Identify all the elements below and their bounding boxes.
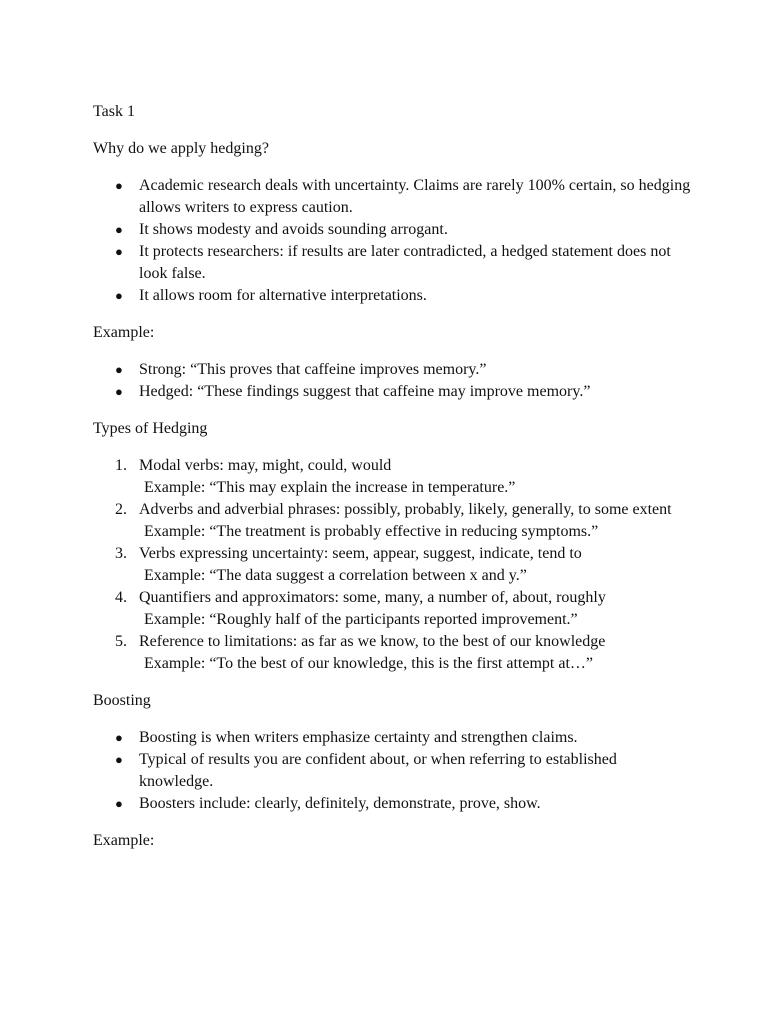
boosting-heading: Boosting bbox=[93, 692, 151, 709]
item-example: Example: “The data suggest a correlation between x and y.” bbox=[144, 567, 527, 584]
list-item: ● It shows modesty and avoids sounding arrogant. bbox=[93, 219, 693, 241]
example-heading-2: Example: bbox=[93, 832, 155, 849]
item-text: Reference to limitations: as far as we know, to the best of our knowledge bbox=[139, 633, 606, 650]
task-title: Task 1 bbox=[93, 103, 135, 120]
list-item: ● Boosting is when writers emphasize certainty and strengthen claims. bbox=[93, 727, 693, 749]
why-bullet-list bbox=[93, 175, 693, 307]
list-number: 3. bbox=[115, 545, 127, 562]
list-number: 4. bbox=[115, 589, 127, 606]
list-item bbox=[93, 455, 693, 499]
bullet-icon: ● bbox=[115, 178, 123, 193]
bullet-icon: ● bbox=[115, 384, 123, 399]
bullet-icon: ● bbox=[115, 244, 123, 259]
bullet-icon: ● bbox=[115, 752, 123, 767]
item-text: Adverbs and adverbial phrases: possibly, probably, likely, generally, to some extent bbox=[139, 501, 672, 518]
bullet-icon: ● bbox=[115, 362, 123, 377]
list-number: 1. bbox=[115, 457, 127, 474]
example-heading: Example: bbox=[93, 324, 155, 341]
list-item: ● Academic research deals with uncertainty. Claims are rarely 100% certain, so hedging allows writers to express caution. bbox=[115, 177, 691, 216]
bullet-icon: ● bbox=[115, 288, 123, 303]
item-text: Quantifiers and approximators: some, many, a number of, about, roughly bbox=[139, 589, 606, 606]
example-bullet-list bbox=[93, 359, 693, 403]
item-text: Verbs expressing uncertainty: seem, appear, suggest, indicate, tend to bbox=[139, 545, 582, 562]
list-number: 2. bbox=[115, 501, 127, 518]
list-item bbox=[93, 587, 693, 631]
bullet-icon: ● bbox=[115, 730, 123, 745]
list-item: ● Typical of results you are confident about, or when referring to established knowledge. bbox=[115, 751, 617, 790]
document-page bbox=[93, 101, 693, 852]
list-item bbox=[93, 543, 693, 587]
list-item: ● Boosters include: clearly, definitely, demonstrate, prove, show. bbox=[93, 793, 693, 815]
list-item: ● Strong: “This proves that caffeine improves memory.” bbox=[93, 359, 693, 381]
list-item: ● Hedged: “These findings suggest that caffeine may improve memory.” bbox=[93, 381, 693, 403]
list-item: ● It protects researchers: if results are later contradicted, a hedged statement does not look false. bbox=[115, 243, 671, 282]
list-number: 5. bbox=[115, 633, 127, 650]
types-heading: Types of Hedging bbox=[93, 420, 208, 437]
list-item bbox=[93, 499, 693, 543]
boosting-bullet-list bbox=[93, 727, 693, 815]
item-example: Example: “The treatment is probably effective in reducing symptoms.” bbox=[144, 523, 599, 540]
item-example: Example: “This may explain the increase in temperature.” bbox=[144, 479, 516, 496]
list-item bbox=[93, 631, 693, 675]
list-item: ● It allows room for alternative interpretations. bbox=[93, 285, 693, 307]
bullet-icon: ● bbox=[115, 796, 123, 811]
item-text: Modal verbs: may, might, could, would bbox=[139, 457, 392, 474]
why-heading: Why do we apply hedging? bbox=[93, 140, 269, 157]
types-numbered-list bbox=[93, 455, 693, 675]
bullet-icon: ● bbox=[115, 222, 123, 237]
item-example: Example: “Roughly half of the participants reported improvement.” bbox=[144, 611, 578, 628]
item-example: Example: “To the best of our knowledge, this is the first attempt at…” bbox=[144, 655, 593, 672]
